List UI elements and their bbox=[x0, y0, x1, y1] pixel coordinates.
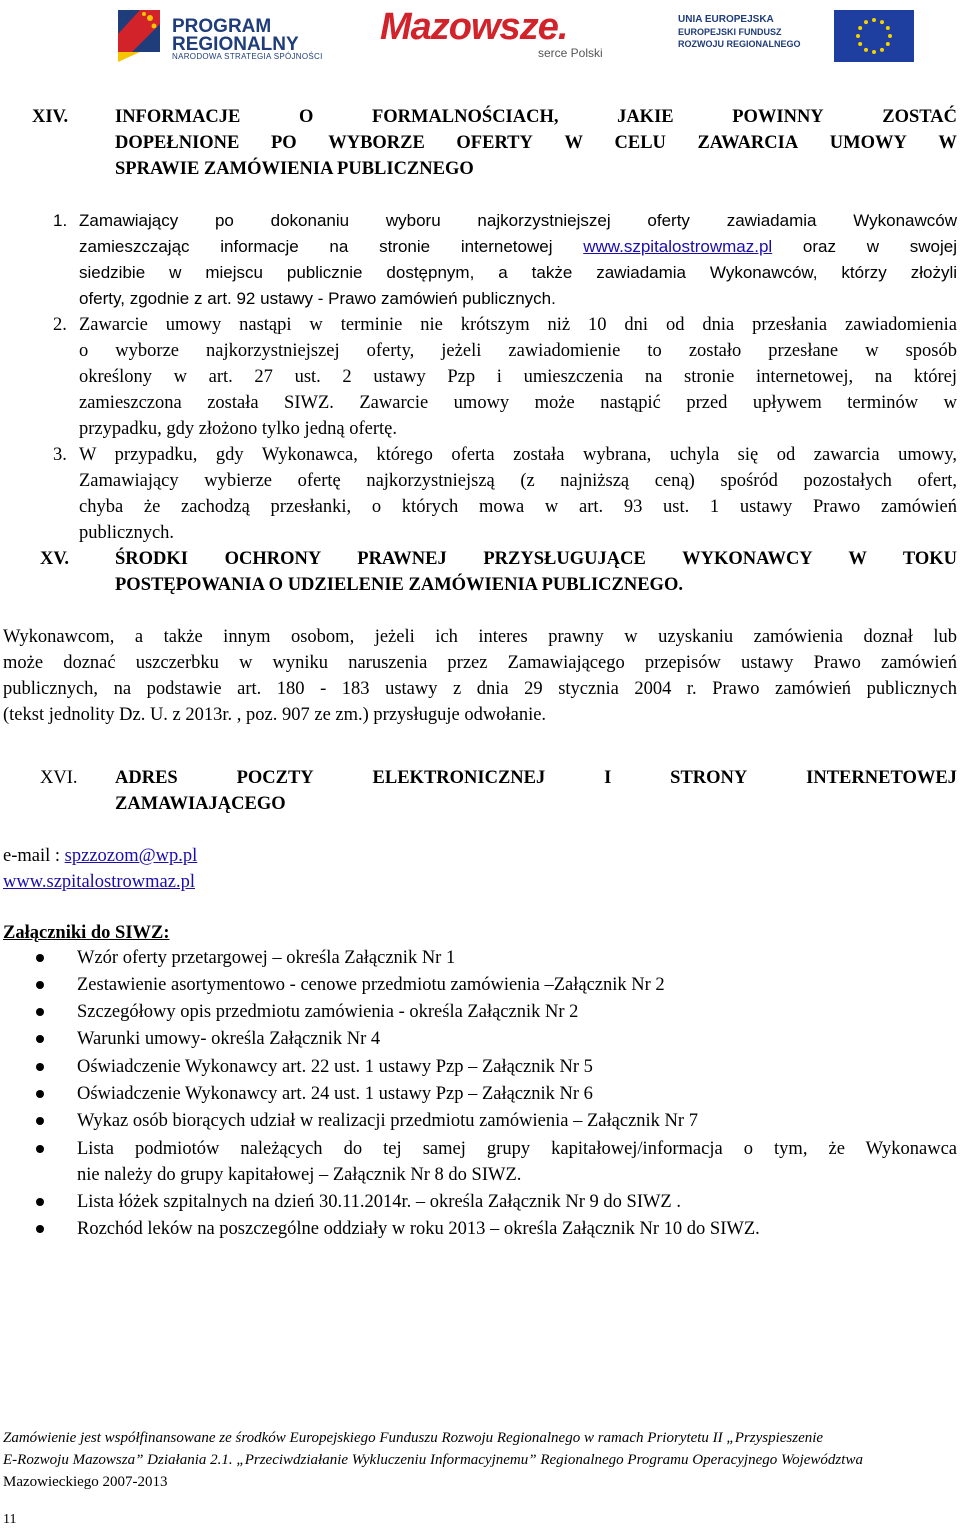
title-word: ZAWARCIA bbox=[697, 133, 799, 153]
title-word: JAKIE bbox=[617, 107, 674, 127]
attachment-item: Wzór oferty przetargowej – określa Załącznik Nr 1 bbox=[77, 948, 456, 968]
section-16-number: XVI. bbox=[40, 768, 78, 788]
title-word: POWINNY bbox=[732, 107, 824, 127]
title-word: O bbox=[298, 107, 314, 127]
attachment-item: Wykaz osób biorących udział w realizacji przedmiotu zamówienia – Załącznik Nr 7 bbox=[77, 1111, 698, 1131]
attachment-item: Lista łóżek szpitalnych na dzień 30.11.2014r. – określa Załącznik Nr 9 do SIWZ . bbox=[77, 1192, 681, 1212]
item-3-number: 3. bbox=[53, 445, 67, 465]
title-word: CELU bbox=[614, 133, 666, 153]
bullet-icon bbox=[36, 1117, 44, 1125]
item-1-line2: zamieszczając informacje na stronie internetowej www.szpitalostrowmaz.pl oraz w swojej bbox=[79, 237, 957, 256]
item-2-line4: zamieszczona została SIWZ. Zawarcie umowy może nastąpić przed upływem terminów w bbox=[79, 393, 957, 413]
website-line bbox=[3, 869, 195, 895]
attachment-item: Warunki umowy- określa Załącznik Nr 4 bbox=[77, 1029, 381, 1049]
title-word: DOPEŁNIONE bbox=[115, 133, 240, 153]
section-14-title-line2 bbox=[115, 130, 957, 156]
eu-star-icon bbox=[856, 34, 860, 38]
header-logos bbox=[0, 0, 960, 74]
item-3-line4: publicznych. bbox=[79, 523, 175, 543]
attachment-item: Oświadczenie Wykonawcy art. 24 ust. 1 ustawy Pzp – Załącznik Nr 6 bbox=[77, 1084, 593, 1104]
program-flag-icon bbox=[110, 4, 166, 64]
email-line: e-mail : spzzozom@wp.pl bbox=[3, 846, 198, 866]
title-word: FORMALNOŚCIACH, bbox=[371, 107, 559, 127]
item-1-line3: siedzibie w miejscu publicznie dostępnym, a także zawiadamia Wykonawców, którzy złożyli bbox=[79, 263, 957, 282]
title-word: W bbox=[938, 133, 957, 153]
eu-star-icon bbox=[864, 48, 868, 52]
section-15-paragraph-line1: Wykonawcom, a także innym osobom, jeżeli ich interes prawny w uzyskaniu zamówienia doznał lub bbox=[3, 627, 957, 647]
section-15-paragraph-line3: publicznych, na podstawie art. 180 - 183 ustawy z dnia 29 stycznia 2004 r. Prawo zamówień publicznych bbox=[3, 679, 957, 699]
item-2-line1: Zawarcie umowy nastąpi w terminie nie krótszym niż 10 dni od dnia przesłania zawiadomienia bbox=[79, 315, 957, 335]
item-2-line5: przypadku, gdy złożono tylko jedną ofertę. bbox=[79, 419, 397, 439]
section-15-number: XV. bbox=[40, 549, 69, 569]
item-3-line1: W przypadku, gdy Wykonawca, którego oferta została wybrana, uchyla się od zawarcia umowy, bbox=[79, 445, 957, 465]
eu-star-icon bbox=[886, 42, 890, 46]
mazowsze-logo bbox=[380, 6, 630, 66]
section-14-number: XIV. bbox=[32, 107, 69, 127]
eu-star-icon bbox=[880, 48, 884, 52]
title-word: ELEKTRONICZNEJ bbox=[372, 768, 546, 788]
section-16-title-line1 bbox=[115, 765, 957, 791]
program-logo-subtext: NARODOWA STRATEGIA SPÓJNOŚCI bbox=[172, 52, 323, 61]
eu-star-icon bbox=[864, 20, 868, 24]
attachment-item: Szczegółowy opis przedmiotu zamówienia - określa Załącznik Nr 2 bbox=[77, 1002, 579, 1022]
eu-star-icon bbox=[872, 18, 876, 22]
section-15-paragraph-line2: może doznać uszczerbku w wyniku naruszenia przez Zamawiającego przepisów ustawy Prawo zamówień bbox=[3, 653, 957, 673]
footer-line3: Mazowieckiego 2007-2013 bbox=[3, 1474, 168, 1490]
website-link-2[interactable]: www.szpitalostrowmaz.pl bbox=[3, 872, 195, 892]
bullet-icon bbox=[36, 954, 44, 962]
item-2-number: 2. bbox=[53, 315, 67, 335]
eu-flag-icon bbox=[834, 10, 914, 62]
title-word: W bbox=[564, 133, 583, 153]
eu-logo bbox=[678, 10, 914, 62]
bullet-icon bbox=[36, 1145, 44, 1153]
eu-star-icon bbox=[886, 26, 890, 30]
mazowsze-logo-subtext: serce Polski bbox=[538, 46, 603, 60]
eu-star-icon bbox=[880, 20, 884, 24]
section-15-title-line2: POSTĘPOWANIA O UDZIELENIE ZAMÓWIENIA PUBLICZNEGO. bbox=[115, 575, 683, 595]
attachment-item: Zestawienie asortymentowo - cenowe przedmiotu zamówienia –Załącznik Nr 2 bbox=[77, 975, 665, 995]
title-word: ADRES bbox=[115, 768, 178, 788]
bullet-icon bbox=[36, 1090, 44, 1098]
eu-star-icon bbox=[872, 50, 876, 54]
title-word: PO bbox=[270, 133, 297, 153]
bullet-icon bbox=[36, 1225, 44, 1233]
item-2-line2: o wyborze najkorzystniejszej oferty, jeżeli zawiadomienie to zostało przesłane w sposób bbox=[79, 341, 957, 361]
bullet-icon bbox=[36, 1035, 44, 1043]
title-word: INTERNETOWEJ bbox=[806, 768, 957, 788]
title-word: INFORMACJE bbox=[115, 107, 241, 127]
title-word: POCZTY bbox=[236, 768, 314, 788]
attachments-heading: Załączniki do SIWZ: bbox=[3, 923, 170, 943]
title-word: STRONY bbox=[670, 768, 748, 788]
attachment-item: Lista podmiotów należących do tej samej grupy kapitałowej/informacja o tym, że Wykonawca bbox=[77, 1139, 957, 1159]
mazowsze-logo-text: Mazowsze. bbox=[380, 6, 568, 48]
attachment-item: Oświadczenie Wykonawcy art. 22 ust. 1 ustawy Pzp – Załącznik Nr 5 bbox=[77, 1057, 593, 1077]
bullet-icon bbox=[36, 1198, 44, 1206]
title-word: OFERTY bbox=[456, 133, 533, 153]
program-regionalny-logo bbox=[110, 4, 350, 66]
section-15-title-line1: ŚRODKI OCHRONY PRAWNEJ PRZYSŁUGUJĄCE WYKONAWCY W TOKU bbox=[115, 549, 957, 569]
section-15-paragraph-line4: (tekst jednolity Dz. U. z 2013r. , poz. 907 ze zm.) przysługuje odwołanie. bbox=[3, 705, 547, 725]
bullet-icon bbox=[36, 981, 44, 989]
footer-line1: Zamówienie jest współfinansowane ze środków Europejskiego Funduszu Rozwoju Regionalnego w ramach Priorytetu II „Przyspieszenie bbox=[3, 1430, 824, 1446]
item-1-line1: Zamawiający po dokonaniu wyboru najkorzystniejszej oferty zawiadamia Wykonawców bbox=[79, 211, 957, 230]
title-word: ZOSTAĆ bbox=[882, 107, 957, 127]
attachment-item-continuation: nie należy do grupy kapitałowej – Załącznik Nr 8 do SIWZ. bbox=[77, 1165, 522, 1185]
title-word: I bbox=[604, 768, 612, 788]
title-word: UMOWY bbox=[829, 133, 907, 153]
website-link[interactable]: www.szpitalostrowmaz.pl bbox=[583, 237, 773, 256]
eu-star-icon bbox=[858, 26, 862, 30]
item-1-number: 1. bbox=[53, 211, 68, 230]
title-word: WYBORZE bbox=[328, 133, 425, 153]
section-14-title-line3: SPRAWIE ZAMÓWIENIA PUBLICZNEGO bbox=[115, 159, 474, 179]
page-number: 11 bbox=[3, 1512, 17, 1527]
email-link[interactable]: spzzozom@wp.pl bbox=[64, 846, 198, 866]
footer-line2: E-Rozwoju Mazowsza” Działania 2.1. „Przeciwdziałanie Wykluczeniu Informacyjnemu” Regionalnego Programu Operacyjnego Województwa bbox=[3, 1452, 863, 1468]
item-3-line3: chyba że zachodzą przesłanki, o których mowa w art. 93 ust. 1 ustawy Prawo zamówień bbox=[79, 497, 957, 517]
eu-logo-text: UNIA EUROPEJSKA EUROPEJSKI FUNDUSZ ROZWOJU REGIONALNEGO bbox=[678, 14, 801, 49]
program-logo-text: PROGRAM REGIONALNY bbox=[172, 16, 299, 55]
attachment-item: Rozchód leków na poszczególne oddziały w roku 2013 – określa Załącznik Nr 10 do SIWZ. bbox=[77, 1219, 760, 1239]
bullet-icon bbox=[36, 1008, 44, 1016]
section-14-title-line1 bbox=[115, 104, 957, 130]
item-1-line4: oferty, zgodnie z art. 92 ustawy - Prawo zamówień publicznych. bbox=[79, 289, 556, 308]
bullet-icon bbox=[36, 1063, 44, 1071]
section-16-title-line2: ZAMAWIAJĄCEGO bbox=[115, 794, 286, 814]
eu-star-icon bbox=[858, 42, 862, 46]
item-3-line2: Zamawiający wybierze ofertę najkorzystniejszą (z najniższą ceną) spośród pozostałych ofert, bbox=[79, 471, 957, 491]
eu-star-icon bbox=[888, 34, 892, 38]
item-2-line3: określony w art. 27 ust. 2 ustawy Pzp i umieszczenia na stronie internetowej, na której bbox=[79, 367, 957, 387]
